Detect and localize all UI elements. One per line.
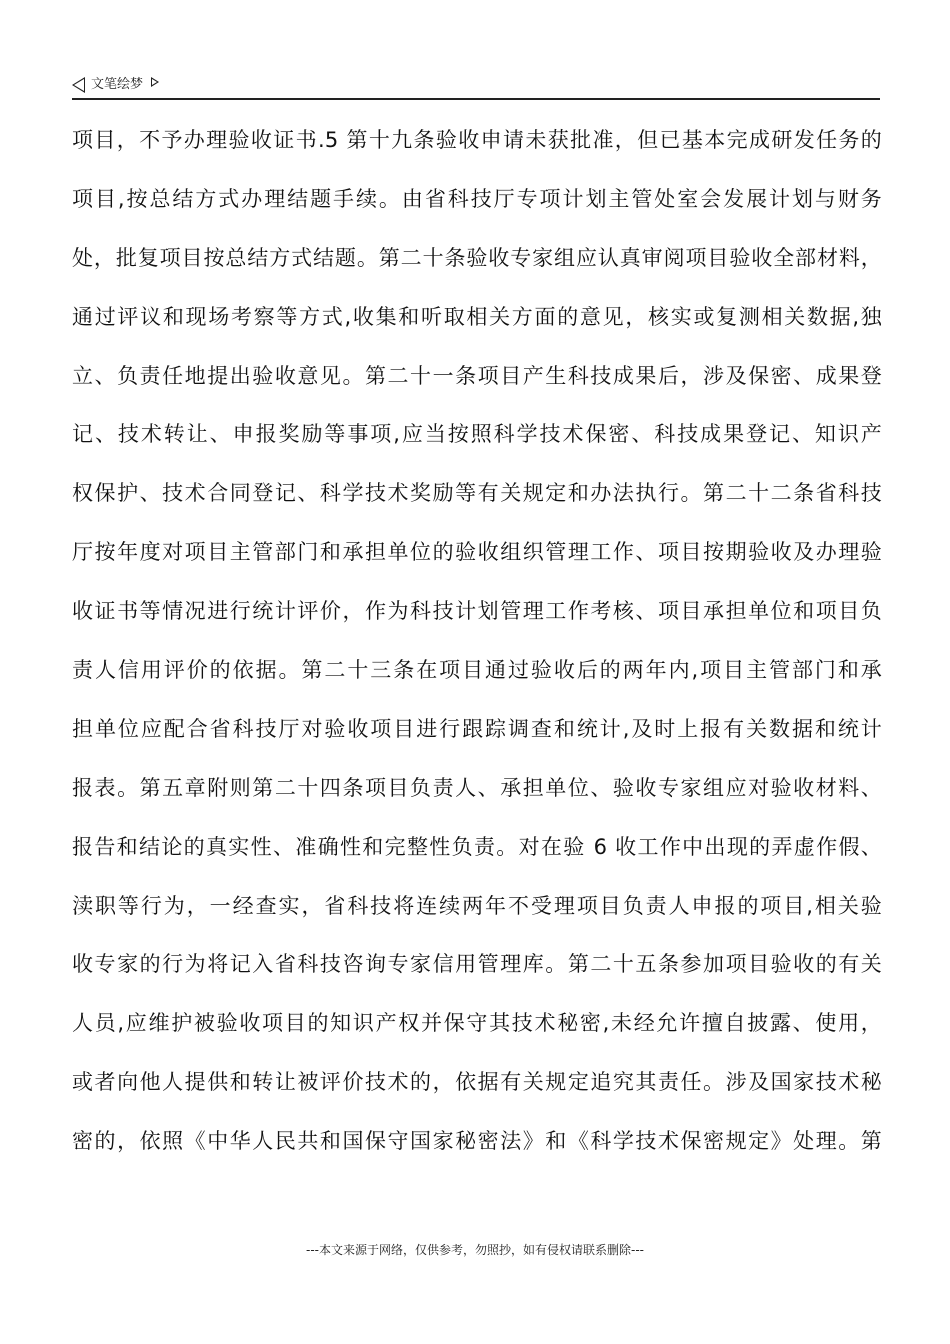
text-line: 收证书等情况进行统计评价，作为科技计划管理工作考核、项目承担单位和项目负	[72, 599, 882, 624]
text-line: 渎职等行为，一经查实，省科技将连续两年不受理项目负责人申报的项目,相关验	[72, 893, 882, 918]
text-line: 或者向他人提供和转让被评价技术的，依据有关规定追究其责任。涉及国家技术秘	[72, 1070, 882, 1095]
brand	[72, 74, 159, 96]
document-body	[72, 120, 882, 1180]
page-footer: ---本文来源于网络，仅供参考，勿照抄，如有侵权请联系删除---	[306, 1243, 644, 1257]
text-line: 项目,按总结方式办理结题手续。由省科技厅专项计划主管处室会发展计划与财务	[72, 186, 882, 211]
text-line: 担单位应配合省科技厅对验收项目进行跟踪调查和统计,及时上报有关数据和统计	[72, 716, 882, 741]
text-line: 厅按年度对项目主管部门和承担单位的验收组织管理工作、项目按期验收及办理验	[72, 540, 882, 565]
text-line: 处，批复项目按总结方式结题。第二十条验收专家组应认真审阅项目验收全部材料，	[72, 245, 882, 270]
triangle-left-icon	[72, 77, 85, 93]
text-line: 报表。第五章附则第二十四条项目负责人、承担单位、验收专家组应对验收材料、	[72, 775, 882, 800]
text-line: 权保护、技术合同登记、科学技术奖励等有关规定和办法执行。第二十二条省科技	[72, 481, 882, 506]
page-header	[72, 74, 880, 100]
triangle-right-icon	[151, 77, 159, 87]
text-line: 项目，不予办理验收证书.5 第十九条验收申请未获批准，但已基本完成研发任务的	[72, 128, 882, 152]
text-line: 人员,应维护被验收项目的知识产权并保守其技术秘密,未经允许擅自披露、使用，	[72, 1011, 882, 1036]
brand-name: 文笔绘梦	[91, 77, 144, 92]
text-line: 收专家的行为将记入省科技咨询专家信用管理库。第二十五条参加项目验收的有关	[72, 952, 882, 977]
text-line: 报告和结论的真实性、准确性和完整性负责。对在验 6 收工作中出现的弄虚作假、	[72, 834, 882, 859]
text-line: 立、负责任地提出验收意见。第二十一条项目产生科技成果后，涉及保密、成果登	[72, 363, 882, 388]
text-line: 记、技术转让、申报奖励等事项,应当按照科学技术保密、科技成果登记、知识产	[72, 422, 882, 447]
text-line: 通过评议和现场考察等方式,收集和听取相关方面的意见，核实或复测相关数据,独	[72, 304, 882, 329]
text-line: 责人信用评价的依据。第二十三条在项目通过验收后的两年内,项目主管部门和承	[72, 658, 882, 683]
text-line: 密的，依照《中华人民共和国保守国家秘密法》和《科学技术保密规定》处理。第	[72, 1129, 882, 1154]
